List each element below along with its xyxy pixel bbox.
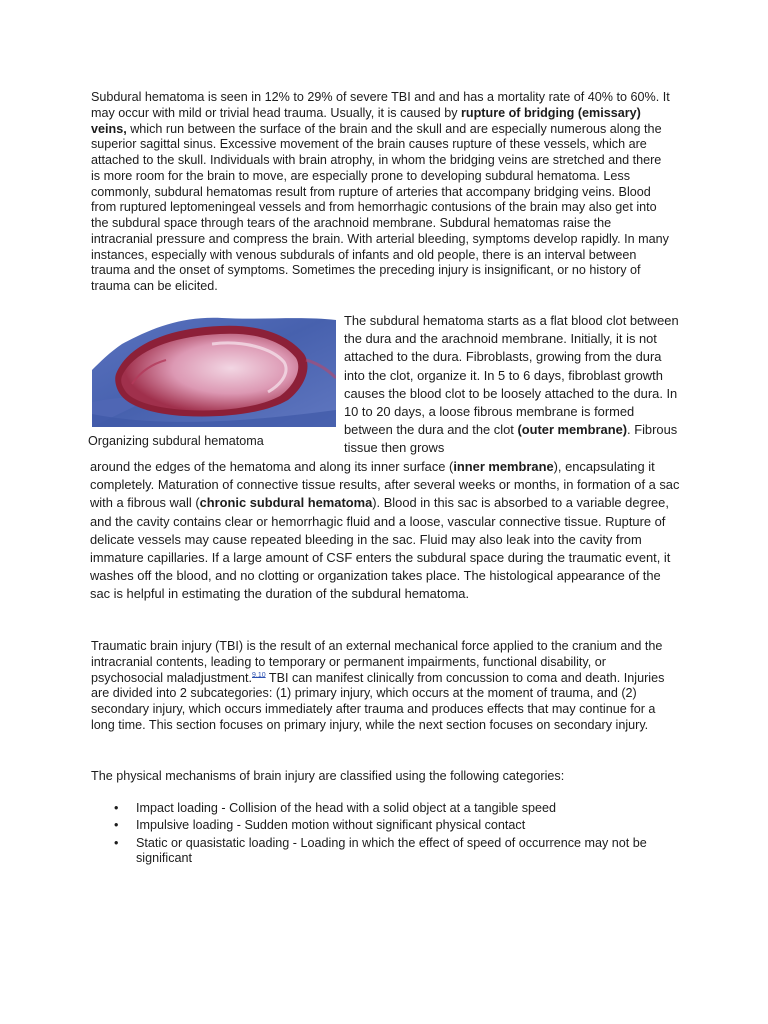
bold-text: chronic subdural hematoma (199, 495, 373, 511)
list-item (114, 801, 684, 817)
bullet-icon: • (114, 801, 119, 815)
paragraph-tbi-definition (91, 639, 679, 734)
paragraph-text: around the edges of the hematoma and along its inner surface ( (90, 459, 454, 474)
bold-text: (outer membrane) (517, 422, 628, 438)
list-item-text: Impact loading - Collision of the head with a solid object at a tangible speed (136, 801, 557, 815)
paragraph-mechanisms-intro: The physical mechanisms of brain injury are classified using the following categories: (91, 769, 565, 783)
paragraph-text: which run between the surface of the brain and the skull and are especially numerous along the superior sagittal sinus. Excessive movement of the brain causes rupture of these vessels, which are attached to the skull. Individuals with brain atrophy, in whom the bridging veins are stretched and there is more room for the brain to move, are especially prone to developing subdural hematoma. Less commonly, subdural hematomas result from rupture of arteries that accompany bridging veins. Blood from ruptured leptomeningeal vessels and from hemorrhagic contusions of the brain may also get into the subdural space through tears of the arachnoid membrane. Subdural hematomas raise the intracranial pressure and compress the brain. With arterial bleeding, symptoms develop rapidly. In many instances, especially with venous subdurals of infants and old people, there is an interval between trauma and the onset of symptoms. Sometimes the preceding injury is insignificant, or no history of trauma can be elicited. (91, 121, 669, 293)
histology-illustration (92, 314, 336, 427)
list-item-text: Static or quasistatic loading - Loading in which the effect of speed of occurrence may not be significant (136, 835, 647, 866)
paragraph-text: Traumatic brain injury (TBI) is the result of an external mechanical force applied to the cranium and the intracranial contents, leading to temporary or permanent impairments, functional disability, or psychosocial maladjustment. (91, 639, 663, 685)
list-item-text: Impulsive loading - Sudden motion without significant physical contact (136, 818, 526, 833)
mechanisms-list (114, 801, 684, 869)
bullet-icon: • (114, 835, 119, 850)
bold-text: inner membrane (453, 459, 554, 474)
histology-image (92, 314, 336, 427)
paragraph-subdural-hematoma (91, 90, 673, 295)
bold-text: rupture of bridging (emissary) veins, (91, 105, 641, 136)
list-item (114, 836, 684, 868)
paragraph-text: TBI can manifest clinically from concussion to coma and death. Injuries are divided into 2 subcategories: (1) primary injury, which occurs at the moment of trauma, and (2) secondary injury, which occurs immediately after trauma and produces effects that may continue for a long time. This section focuses on primary injury, while the next section focuses on secondary injury. (91, 670, 665, 732)
citation-link[interactable]: 9,10 (252, 671, 266, 679)
paragraph-text: The subdural hematoma starts as a flat blood clot between the dura and the arachnoid membrane. Initially, it is not attached to the dura. Fibroblasts, growing from the dura into the clot, organize it. In 5 to 6 days, fibroblast growth causes the blood clot to be loosely attached to the dura. In 10 to 20 days, a loose fibrous membrane is formed between the dura and the clot (344, 313, 679, 438)
figure-caption: Organizing subdural hematoma (88, 434, 264, 448)
paragraph-text: ). Blood in this sac is absorbed to a variable degree, and the cavity contains clear or hemorrhagic fluid and a loose, vascular connective tissue. Rupture of delicate vessels may cause repeated bleeding in the sac. Fluid may also leak into the cavity from immature capillaries. If a large amount of CSF enters the subdural space during the traumatic event, it washes off the blood, and no clotting or organization takes place. The histological appearance of the sac is helpful in estimating the duration of the subdural hematoma. (90, 495, 671, 602)
paragraph-text: Subdural hematoma is seen in 12% to 29% of severe TBI and and has a mortality rate of 40% to 60%. It may occur with mild or trivial head trauma. Usually, it is caused by (91, 90, 670, 120)
paragraph-organization-continued (90, 458, 680, 604)
paragraph-text: . Fibrous tissue then grows (344, 422, 678, 456)
bullet-icon: • (114, 818, 119, 833)
list-item (114, 818, 684, 834)
paragraph-organization-side (344, 312, 682, 458)
paragraph-text: ), encapsulating it completely. Maturation of connective tissue results, after several weeks or months, in formation of a sac with a fibrous wall ( (90, 459, 680, 511)
